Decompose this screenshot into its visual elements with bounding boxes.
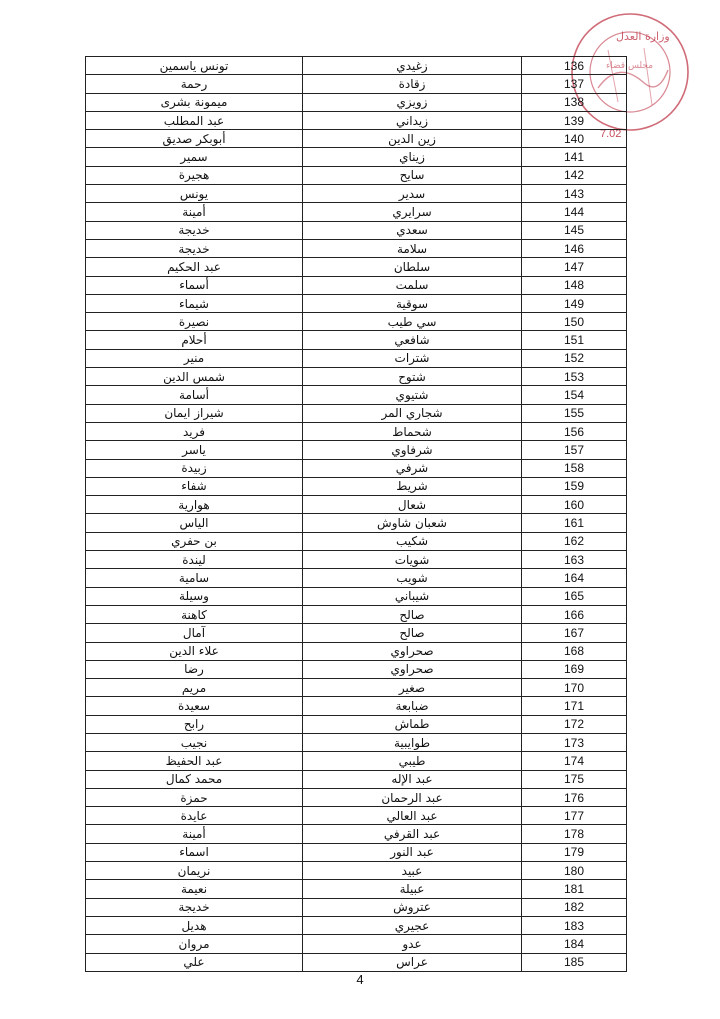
first-name-cell: وسيلة	[86, 587, 303, 605]
last-name-cell: شرفي	[303, 459, 522, 477]
first-name-cell: أحلام	[86, 331, 303, 349]
last-name-cell: شريط	[303, 477, 522, 495]
row-number-cell: 164	[522, 569, 627, 587]
row-number-cell: 142	[522, 166, 627, 184]
row-number-cell: 165	[522, 587, 627, 605]
last-name-cell: ضبابعة	[303, 697, 522, 715]
table-row	[86, 587, 627, 605]
first-name-cell: مريم	[86, 679, 303, 697]
row-number-cell: 166	[522, 605, 627, 623]
table-row	[86, 569, 627, 587]
table-row	[86, 697, 627, 715]
last-name-cell: شحماط	[303, 422, 522, 440]
table-row	[86, 935, 627, 953]
first-name-cell: رابح	[86, 715, 303, 733]
table-row	[86, 294, 627, 312]
row-number-cell: 169	[522, 660, 627, 678]
table-row	[86, 642, 627, 660]
first-name-cell: عايدة	[86, 807, 303, 825]
row-number-cell: 147	[522, 258, 627, 276]
first-name-cell: اسماء	[86, 843, 303, 861]
first-name-cell: خديجة	[86, 239, 303, 257]
table-row	[86, 624, 627, 642]
table-row	[86, 331, 627, 349]
last-name-cell: شتيوي	[303, 386, 522, 404]
first-name-cell: خديجة	[86, 898, 303, 916]
last-name-cell: سرايري	[303, 203, 522, 221]
last-name-cell: عبد الرحمان	[303, 788, 522, 806]
row-number-cell: 160	[522, 496, 627, 514]
row-number-cell: 151	[522, 331, 627, 349]
first-name-cell: شمس الدين	[86, 368, 303, 386]
table-row	[86, 953, 627, 971]
table-row	[86, 916, 627, 934]
row-number-cell: 177	[522, 807, 627, 825]
table-row	[86, 313, 627, 331]
table-row	[86, 788, 627, 806]
first-name-cell: أسماء	[86, 276, 303, 294]
row-number-cell: 145	[522, 221, 627, 239]
first-name-cell: آمال	[86, 624, 303, 642]
last-name-cell: صحراوي	[303, 660, 522, 678]
row-number-cell: 149	[522, 294, 627, 312]
last-name-cell: سلامة	[303, 239, 522, 257]
row-number-cell: 183	[522, 916, 627, 934]
row-number-cell: 146	[522, 239, 627, 257]
row-number-cell: 173	[522, 733, 627, 751]
first-name-cell: نصيرة	[86, 313, 303, 331]
page-number: 4	[356, 972, 364, 987]
names-table	[85, 56, 627, 972]
first-name-cell: أمينة	[86, 203, 303, 221]
last-name-cell: صالح	[303, 605, 522, 623]
last-name-cell: صغير	[303, 679, 522, 697]
row-number-cell: 162	[522, 532, 627, 550]
first-name-cell: منير	[86, 349, 303, 367]
last-name-cell: شويات	[303, 551, 522, 569]
first-name-cell: عبد المطلب	[86, 111, 303, 129]
last-name-cell: سايح	[303, 166, 522, 184]
last-name-cell: عجيري	[303, 916, 522, 934]
table-row	[86, 239, 627, 257]
table-row	[86, 477, 627, 495]
row-number-cell: 156	[522, 422, 627, 440]
last-name-cell: شويب	[303, 569, 522, 587]
table-row	[86, 276, 627, 294]
row-number-cell: 171	[522, 697, 627, 715]
row-number-cell: 157	[522, 441, 627, 459]
row-number-cell: 178	[522, 825, 627, 843]
last-name-cell: طماش	[303, 715, 522, 733]
last-name-cell: زيناي	[303, 148, 522, 166]
last-name-cell: شترات	[303, 349, 522, 367]
table-row	[86, 203, 627, 221]
first-name-cell: تونس ياسمين	[86, 57, 303, 75]
row-number-cell: 168	[522, 642, 627, 660]
last-name-cell: عبيد	[303, 862, 522, 880]
last-name-cell: عتروش	[303, 898, 522, 916]
first-name-cell: يونس	[86, 185, 303, 203]
first-name-cell: سامية	[86, 569, 303, 587]
table-row	[86, 93, 627, 111]
last-name-cell: زيداني	[303, 111, 522, 129]
first-name-cell: شفاء	[86, 477, 303, 495]
row-number-cell: 139	[522, 111, 627, 129]
table-row	[86, 514, 627, 532]
last-name-cell: شيباني	[303, 587, 522, 605]
first-name-cell: علي	[86, 953, 303, 971]
row-number-cell: 182	[522, 898, 627, 916]
first-name-cell: رضا	[86, 660, 303, 678]
row-number-cell: 153	[522, 368, 627, 386]
first-name-cell: ميمونة بشرى	[86, 93, 303, 111]
table-row	[86, 349, 627, 367]
table-row	[86, 807, 627, 825]
table-row	[86, 111, 627, 129]
table-row	[86, 898, 627, 916]
row-number-cell: 141	[522, 148, 627, 166]
first-name-cell: هوارية	[86, 496, 303, 514]
first-name-cell: أبوبكر صديق	[86, 130, 303, 148]
first-name-cell: محمد كمال	[86, 770, 303, 788]
first-name-cell: نجيب	[86, 733, 303, 751]
row-number-cell: 181	[522, 880, 627, 898]
first-name-cell: ياسر	[86, 441, 303, 459]
last-name-cell: صحراوي	[303, 642, 522, 660]
last-name-cell: طوايبية	[303, 733, 522, 751]
last-name-cell: سوقية	[303, 294, 522, 312]
row-number-cell: 176	[522, 788, 627, 806]
table-row	[86, 532, 627, 550]
names-table-body	[86, 57, 627, 972]
last-name-cell: شرفاوي	[303, 441, 522, 459]
first-name-cell: سعيدة	[86, 697, 303, 715]
table-row	[86, 679, 627, 697]
first-name-cell: فريد	[86, 422, 303, 440]
first-name-cell: شيراز ايمان	[86, 404, 303, 422]
last-name-cell: عبد النور	[303, 843, 522, 861]
table-row	[86, 130, 627, 148]
row-number-cell: 152	[522, 349, 627, 367]
row-number-cell: 174	[522, 752, 627, 770]
first-name-cell: الياس	[86, 514, 303, 532]
table-row	[86, 752, 627, 770]
row-number-cell: 144	[522, 203, 627, 221]
last-name-cell: عبيلة	[303, 880, 522, 898]
last-name-cell: عبد القرفي	[303, 825, 522, 843]
last-name-cell: سدير	[303, 185, 522, 203]
first-name-cell: أمينة	[86, 825, 303, 843]
table-row	[86, 166, 627, 184]
table-row	[86, 221, 627, 239]
seal-top-text: وزارة العدل	[616, 30, 670, 43]
table-row	[86, 185, 627, 203]
last-name-cell: شجاري المر	[303, 404, 522, 422]
table-row	[86, 660, 627, 678]
first-name-cell: خديجة	[86, 221, 303, 239]
first-name-cell: هديل	[86, 916, 303, 934]
last-name-cell: سلمت	[303, 276, 522, 294]
row-number-cell: 140	[522, 130, 627, 148]
last-name-cell: عبد الإله	[303, 770, 522, 788]
last-name-cell: صالح	[303, 624, 522, 642]
first-name-cell: نعيمة	[86, 880, 303, 898]
first-name-cell: بن حفري	[86, 532, 303, 550]
last-name-cell: عبد العالي	[303, 807, 522, 825]
row-number-cell: 185	[522, 953, 627, 971]
first-name-cell: ليندة	[86, 551, 303, 569]
row-number-cell: 143	[522, 185, 627, 203]
first-name-cell: علاء الدين	[86, 642, 303, 660]
row-number-cell: 154	[522, 386, 627, 404]
last-name-cell: زغيدي	[303, 57, 522, 75]
row-number-cell: 155	[522, 404, 627, 422]
first-name-cell: كاهنة	[86, 605, 303, 623]
seal-date: 7.02	[600, 128, 622, 140]
first-name-cell: نريمان	[86, 862, 303, 880]
row-number-cell: 138	[522, 93, 627, 111]
table-row	[86, 880, 627, 898]
table-row	[86, 75, 627, 93]
first-name-cell: أسامة	[86, 386, 303, 404]
first-name-cell: عبد الحكيم	[86, 258, 303, 276]
last-name-cell: شكيب	[303, 532, 522, 550]
row-number-cell: 180	[522, 862, 627, 880]
table-row	[86, 404, 627, 422]
table-row	[86, 715, 627, 733]
last-name-cell: شتوح	[303, 368, 522, 386]
last-name-cell: شافعي	[303, 331, 522, 349]
last-name-cell: زويزي	[303, 93, 522, 111]
first-name-cell: سمير	[86, 148, 303, 166]
table-row	[86, 843, 627, 861]
row-number-cell: 172	[522, 715, 627, 733]
last-name-cell: زقادة	[303, 75, 522, 93]
table-row	[86, 258, 627, 276]
last-name-cell: عدو	[303, 935, 522, 953]
table-row	[86, 825, 627, 843]
row-number-cell: 136	[522, 57, 627, 75]
row-number-cell: 175	[522, 770, 627, 788]
table-row	[86, 422, 627, 440]
row-number-cell: 170	[522, 679, 627, 697]
table-row	[86, 441, 627, 459]
last-name-cell: طيبي	[303, 752, 522, 770]
row-number-cell: 167	[522, 624, 627, 642]
first-name-cell: شيماء	[86, 294, 303, 312]
first-name-cell: هجيرة	[86, 166, 303, 184]
last-name-cell: عراس	[303, 953, 522, 971]
first-name-cell: رحمة	[86, 75, 303, 93]
table-row	[86, 386, 627, 404]
first-name-cell: عبد الحفيظ	[86, 752, 303, 770]
row-number-cell: 137	[522, 75, 627, 93]
table-row	[86, 862, 627, 880]
row-number-cell: 184	[522, 935, 627, 953]
last-name-cell: سلطان	[303, 258, 522, 276]
first-name-cell: حمزة	[86, 788, 303, 806]
last-name-cell: شعبان شاوش	[303, 514, 522, 532]
table-row	[86, 770, 627, 788]
seal-inner-text: مجلس قضاء	[606, 61, 654, 71]
row-number-cell: 179	[522, 843, 627, 861]
table-row	[86, 148, 627, 166]
row-number-cell: 161	[522, 514, 627, 532]
last-name-cell: سي طيب	[303, 313, 522, 331]
first-name-cell: مروان	[86, 935, 303, 953]
first-name-cell: زبيدة	[86, 459, 303, 477]
row-number-cell: 158	[522, 459, 627, 477]
table-row	[86, 733, 627, 751]
table-row	[86, 605, 627, 623]
table-row	[86, 459, 627, 477]
last-name-cell: سعدي	[303, 221, 522, 239]
table-row	[86, 57, 627, 75]
table-row	[86, 368, 627, 386]
table-row	[86, 551, 627, 569]
last-name-cell: شعال	[303, 496, 522, 514]
row-number-cell: 150	[522, 313, 627, 331]
table-row	[86, 496, 627, 514]
row-number-cell: 148	[522, 276, 627, 294]
last-name-cell: زين الدين	[303, 130, 522, 148]
row-number-cell: 163	[522, 551, 627, 569]
row-number-cell: 159	[522, 477, 627, 495]
